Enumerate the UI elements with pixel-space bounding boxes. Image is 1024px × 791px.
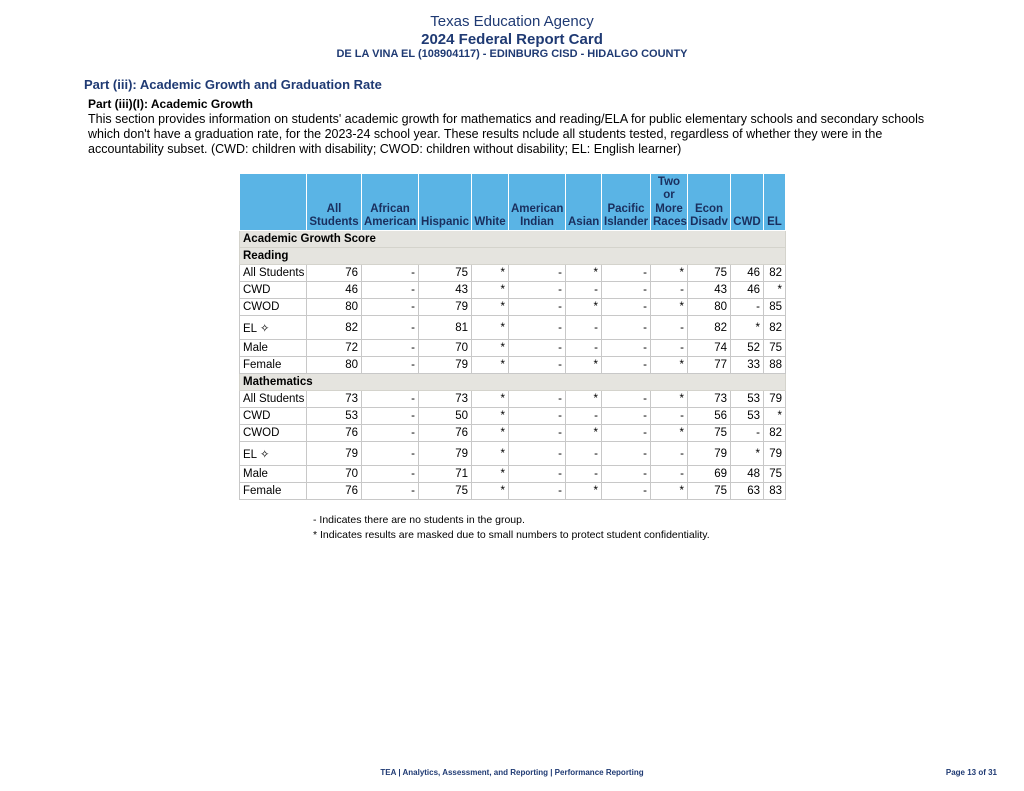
table-cell: * xyxy=(566,299,602,316)
section-description: This section provides information on students' academic growth for mathematics and reading/ELA for public elementary schools and secondary schools which don't have a graduation rate, for the 2023-24 school year. These results nclude all students tested, regardless of whether they were in the accountability subset. (CWD: children with disability; CWOD: children without disability; EL: English learner) xyxy=(88,112,925,156)
table-cell: 88 xyxy=(764,357,786,374)
table-cell: 76 xyxy=(307,425,362,442)
row-label: Male xyxy=(240,340,307,357)
table-cell: 79 xyxy=(764,442,786,466)
legend-masked: * Indicates results are masked due to small numbers to protect student confidentiality. xyxy=(313,529,710,541)
table-cell: 79 xyxy=(419,357,472,374)
row-label: EL ✧ xyxy=(240,316,307,340)
footer-attribution: TEA | Analytics, Assessment, and Reporting | Performance Reporting xyxy=(380,768,644,777)
table-cell: - xyxy=(602,357,651,374)
table-cell: 75 xyxy=(764,466,786,483)
table-cell: * xyxy=(472,466,509,483)
table-cell: - xyxy=(509,299,566,316)
table-cell: 43 xyxy=(419,282,472,299)
section-subtitle: Part (iii)(I): Academic Growth xyxy=(88,97,253,111)
table-cell: 82 xyxy=(764,425,786,442)
table-cell: 53 xyxy=(731,391,764,408)
table-cell: 82 xyxy=(764,265,786,282)
table-cell: * xyxy=(731,316,764,340)
column-header: Pacific Islander xyxy=(602,174,651,231)
table-row xyxy=(240,265,786,282)
table-cell: * xyxy=(651,265,688,282)
table-row xyxy=(240,391,786,408)
table-cell: - xyxy=(509,442,566,466)
table-cell: * xyxy=(472,316,509,340)
table-cell: - xyxy=(651,282,688,299)
row-label: CWD xyxy=(240,408,307,425)
table-cell: 33 xyxy=(731,357,764,374)
table-cell: * xyxy=(472,442,509,466)
table-row xyxy=(240,442,786,466)
section-header-label: Academic Growth Score xyxy=(240,231,786,248)
agency-name: Texas Education Agency xyxy=(430,13,594,30)
table-cell: 73 xyxy=(419,391,472,408)
row-label: All Students xyxy=(240,265,307,282)
table-cell: * xyxy=(472,299,509,316)
table-cell: * xyxy=(472,282,509,299)
table-cell: - xyxy=(602,425,651,442)
table-cell: - xyxy=(566,316,602,340)
table-cell: * xyxy=(472,357,509,374)
table-cell: 52 xyxy=(731,340,764,357)
column-header xyxy=(240,174,307,231)
table-cell: - xyxy=(509,340,566,357)
table-cell: * xyxy=(566,391,602,408)
table-cell: 76 xyxy=(307,483,362,500)
table-cell: - xyxy=(362,265,419,282)
table-cell: - xyxy=(362,483,419,500)
table-cell: 74 xyxy=(688,340,731,357)
table-row xyxy=(240,357,786,374)
table-cell: - xyxy=(362,466,419,483)
table-cell: * xyxy=(764,282,786,299)
table-cell: - xyxy=(509,391,566,408)
table-cell: 69 xyxy=(688,466,731,483)
table-cell: - xyxy=(362,340,419,357)
row-label: Male xyxy=(240,466,307,483)
table-cell: * xyxy=(472,391,509,408)
table-cell: 75 xyxy=(419,265,472,282)
table-cell: - xyxy=(362,391,419,408)
table-cell: - xyxy=(566,282,602,299)
table-cell: 75 xyxy=(764,340,786,357)
table-cell: - xyxy=(566,466,602,483)
table-cell: * xyxy=(566,425,602,442)
column-header: African American xyxy=(362,174,419,231)
table-cell: 53 xyxy=(307,408,362,425)
table-cell: - xyxy=(509,483,566,500)
column-header: Econ Disadv xyxy=(688,174,731,231)
table-cell: 75 xyxy=(688,425,731,442)
table-cell: * xyxy=(472,408,509,425)
table-cell: - xyxy=(509,265,566,282)
table-cell: 75 xyxy=(688,265,731,282)
table-cell: - xyxy=(651,408,688,425)
table-cell: 53 xyxy=(731,408,764,425)
table-cell: - xyxy=(566,408,602,425)
table-cell: - xyxy=(566,442,602,466)
table-cell: * xyxy=(566,357,602,374)
subject-header-mathematics xyxy=(240,374,786,391)
table-cell: - xyxy=(602,299,651,316)
table-row xyxy=(240,425,786,442)
table-cell: 56 xyxy=(688,408,731,425)
table-cell: * xyxy=(472,425,509,442)
table-cell: 63 xyxy=(731,483,764,500)
subject-header-reading-label: Reading xyxy=(240,248,786,265)
table-cell: - xyxy=(602,391,651,408)
part-title: Part (iii): Academic Growth and Graduation Rate xyxy=(84,77,382,92)
table-cell: - xyxy=(509,425,566,442)
row-label: CWD xyxy=(240,282,307,299)
table-cell: * xyxy=(566,265,602,282)
table-cell: 79 xyxy=(688,442,731,466)
table-cell: 48 xyxy=(731,466,764,483)
row-label: CWOD xyxy=(240,425,307,442)
subject-header-mathematics-label: Mathematics xyxy=(240,374,786,391)
table-cell: * xyxy=(566,483,602,500)
table-cell: 70 xyxy=(419,340,472,357)
table-cell: - xyxy=(651,442,688,466)
table-cell: - xyxy=(362,425,419,442)
table-cell: 75 xyxy=(419,483,472,500)
column-header: Asian xyxy=(566,174,602,231)
row-label: Female xyxy=(240,357,307,374)
table-row xyxy=(240,316,786,340)
subject-header-reading xyxy=(240,248,786,265)
row-label: All Students xyxy=(240,391,307,408)
table-cell: * xyxy=(651,391,688,408)
table-cell: 82 xyxy=(307,316,362,340)
column-header: American Indian xyxy=(509,174,566,231)
section-header xyxy=(240,231,786,248)
table-cell: 85 xyxy=(764,299,786,316)
table-cell: - xyxy=(362,299,419,316)
table-cell: - xyxy=(602,265,651,282)
table-cell: - xyxy=(509,357,566,374)
table-cell: - xyxy=(602,442,651,466)
column-header: Two or More Races xyxy=(651,174,688,231)
table-cell: 71 xyxy=(419,466,472,483)
table-cell: - xyxy=(602,316,651,340)
campus-subtitle: DE LA VINA EL (108904117) - EDINBURG CISD - HIDALGO COUNTY xyxy=(336,48,688,60)
table-cell: - xyxy=(602,466,651,483)
column-header: CWD xyxy=(731,174,764,231)
table-cell: 80 xyxy=(307,357,362,374)
table-row xyxy=(240,483,786,500)
table-cell: 46 xyxy=(731,265,764,282)
table-cell: * xyxy=(764,408,786,425)
table-cell: 83 xyxy=(764,483,786,500)
table-cell: 82 xyxy=(688,316,731,340)
table-cell: * xyxy=(651,299,688,316)
table-cell: - xyxy=(651,316,688,340)
table-cell: * xyxy=(651,425,688,442)
table-cell: * xyxy=(651,483,688,500)
column-header: White xyxy=(472,174,509,231)
table-cell: - xyxy=(362,442,419,466)
column-header: EL xyxy=(764,174,786,231)
table-cell: 50 xyxy=(419,408,472,425)
table-cell: 79 xyxy=(764,391,786,408)
table-row xyxy=(240,466,786,483)
table-cell: 75 xyxy=(688,483,731,500)
column-header: Hispanic xyxy=(419,174,472,231)
page-number: Page 13 of 31 xyxy=(945,768,997,777)
table-cell: - xyxy=(602,483,651,500)
table-cell: * xyxy=(472,483,509,500)
row-label: EL ✧ xyxy=(240,442,307,466)
table-cell: 79 xyxy=(419,442,472,466)
table-cell: 73 xyxy=(307,391,362,408)
table-cell: 82 xyxy=(764,316,786,340)
table-cell: - xyxy=(566,340,602,357)
table-cell: 79 xyxy=(307,442,362,466)
table-cell: - xyxy=(602,340,651,357)
legend-no-students: - Indicates there are no students in the group. xyxy=(313,514,525,526)
row-label: Female xyxy=(240,483,307,500)
table-cell: - xyxy=(651,466,688,483)
table-cell: - xyxy=(602,282,651,299)
table-cell: 80 xyxy=(688,299,731,316)
table-cell: - xyxy=(362,316,419,340)
table-cell: - xyxy=(362,282,419,299)
table-cell: - xyxy=(509,466,566,483)
table-cell: - xyxy=(362,357,419,374)
table-cell: 76 xyxy=(307,265,362,282)
table-cell: 46 xyxy=(731,282,764,299)
table-cell: 70 xyxy=(307,466,362,483)
table-cell: - xyxy=(602,408,651,425)
table-row xyxy=(240,340,786,357)
table-cell: 72 xyxy=(307,340,362,357)
table-cell: 43 xyxy=(688,282,731,299)
report-title: 2024 Federal Report Card xyxy=(421,31,603,48)
table-cell: 46 xyxy=(307,282,362,299)
table-cell: * xyxy=(731,442,764,466)
table-header-row xyxy=(240,174,786,231)
table-cell: - xyxy=(731,425,764,442)
table-cell: - xyxy=(509,282,566,299)
row-label: CWOD xyxy=(240,299,307,316)
table-cell: 73 xyxy=(688,391,731,408)
table-cell: - xyxy=(509,408,566,425)
table-cell: 80 xyxy=(307,299,362,316)
table-cell: - xyxy=(731,299,764,316)
table-cell: - xyxy=(651,340,688,357)
table-cell: - xyxy=(362,408,419,425)
table-row xyxy=(240,282,786,299)
table-cell: * xyxy=(472,265,509,282)
table-cell: * xyxy=(651,357,688,374)
column-header: All Students xyxy=(307,174,362,231)
table-cell: * xyxy=(472,340,509,357)
table-cell: 76 xyxy=(419,425,472,442)
table-cell: 77 xyxy=(688,357,731,374)
academic-growth-table xyxy=(239,173,786,500)
table-cell: 81 xyxy=(419,316,472,340)
table-row xyxy=(240,299,786,316)
table-cell: 79 xyxy=(419,299,472,316)
table-cell: - xyxy=(509,316,566,340)
table-row xyxy=(240,408,786,425)
